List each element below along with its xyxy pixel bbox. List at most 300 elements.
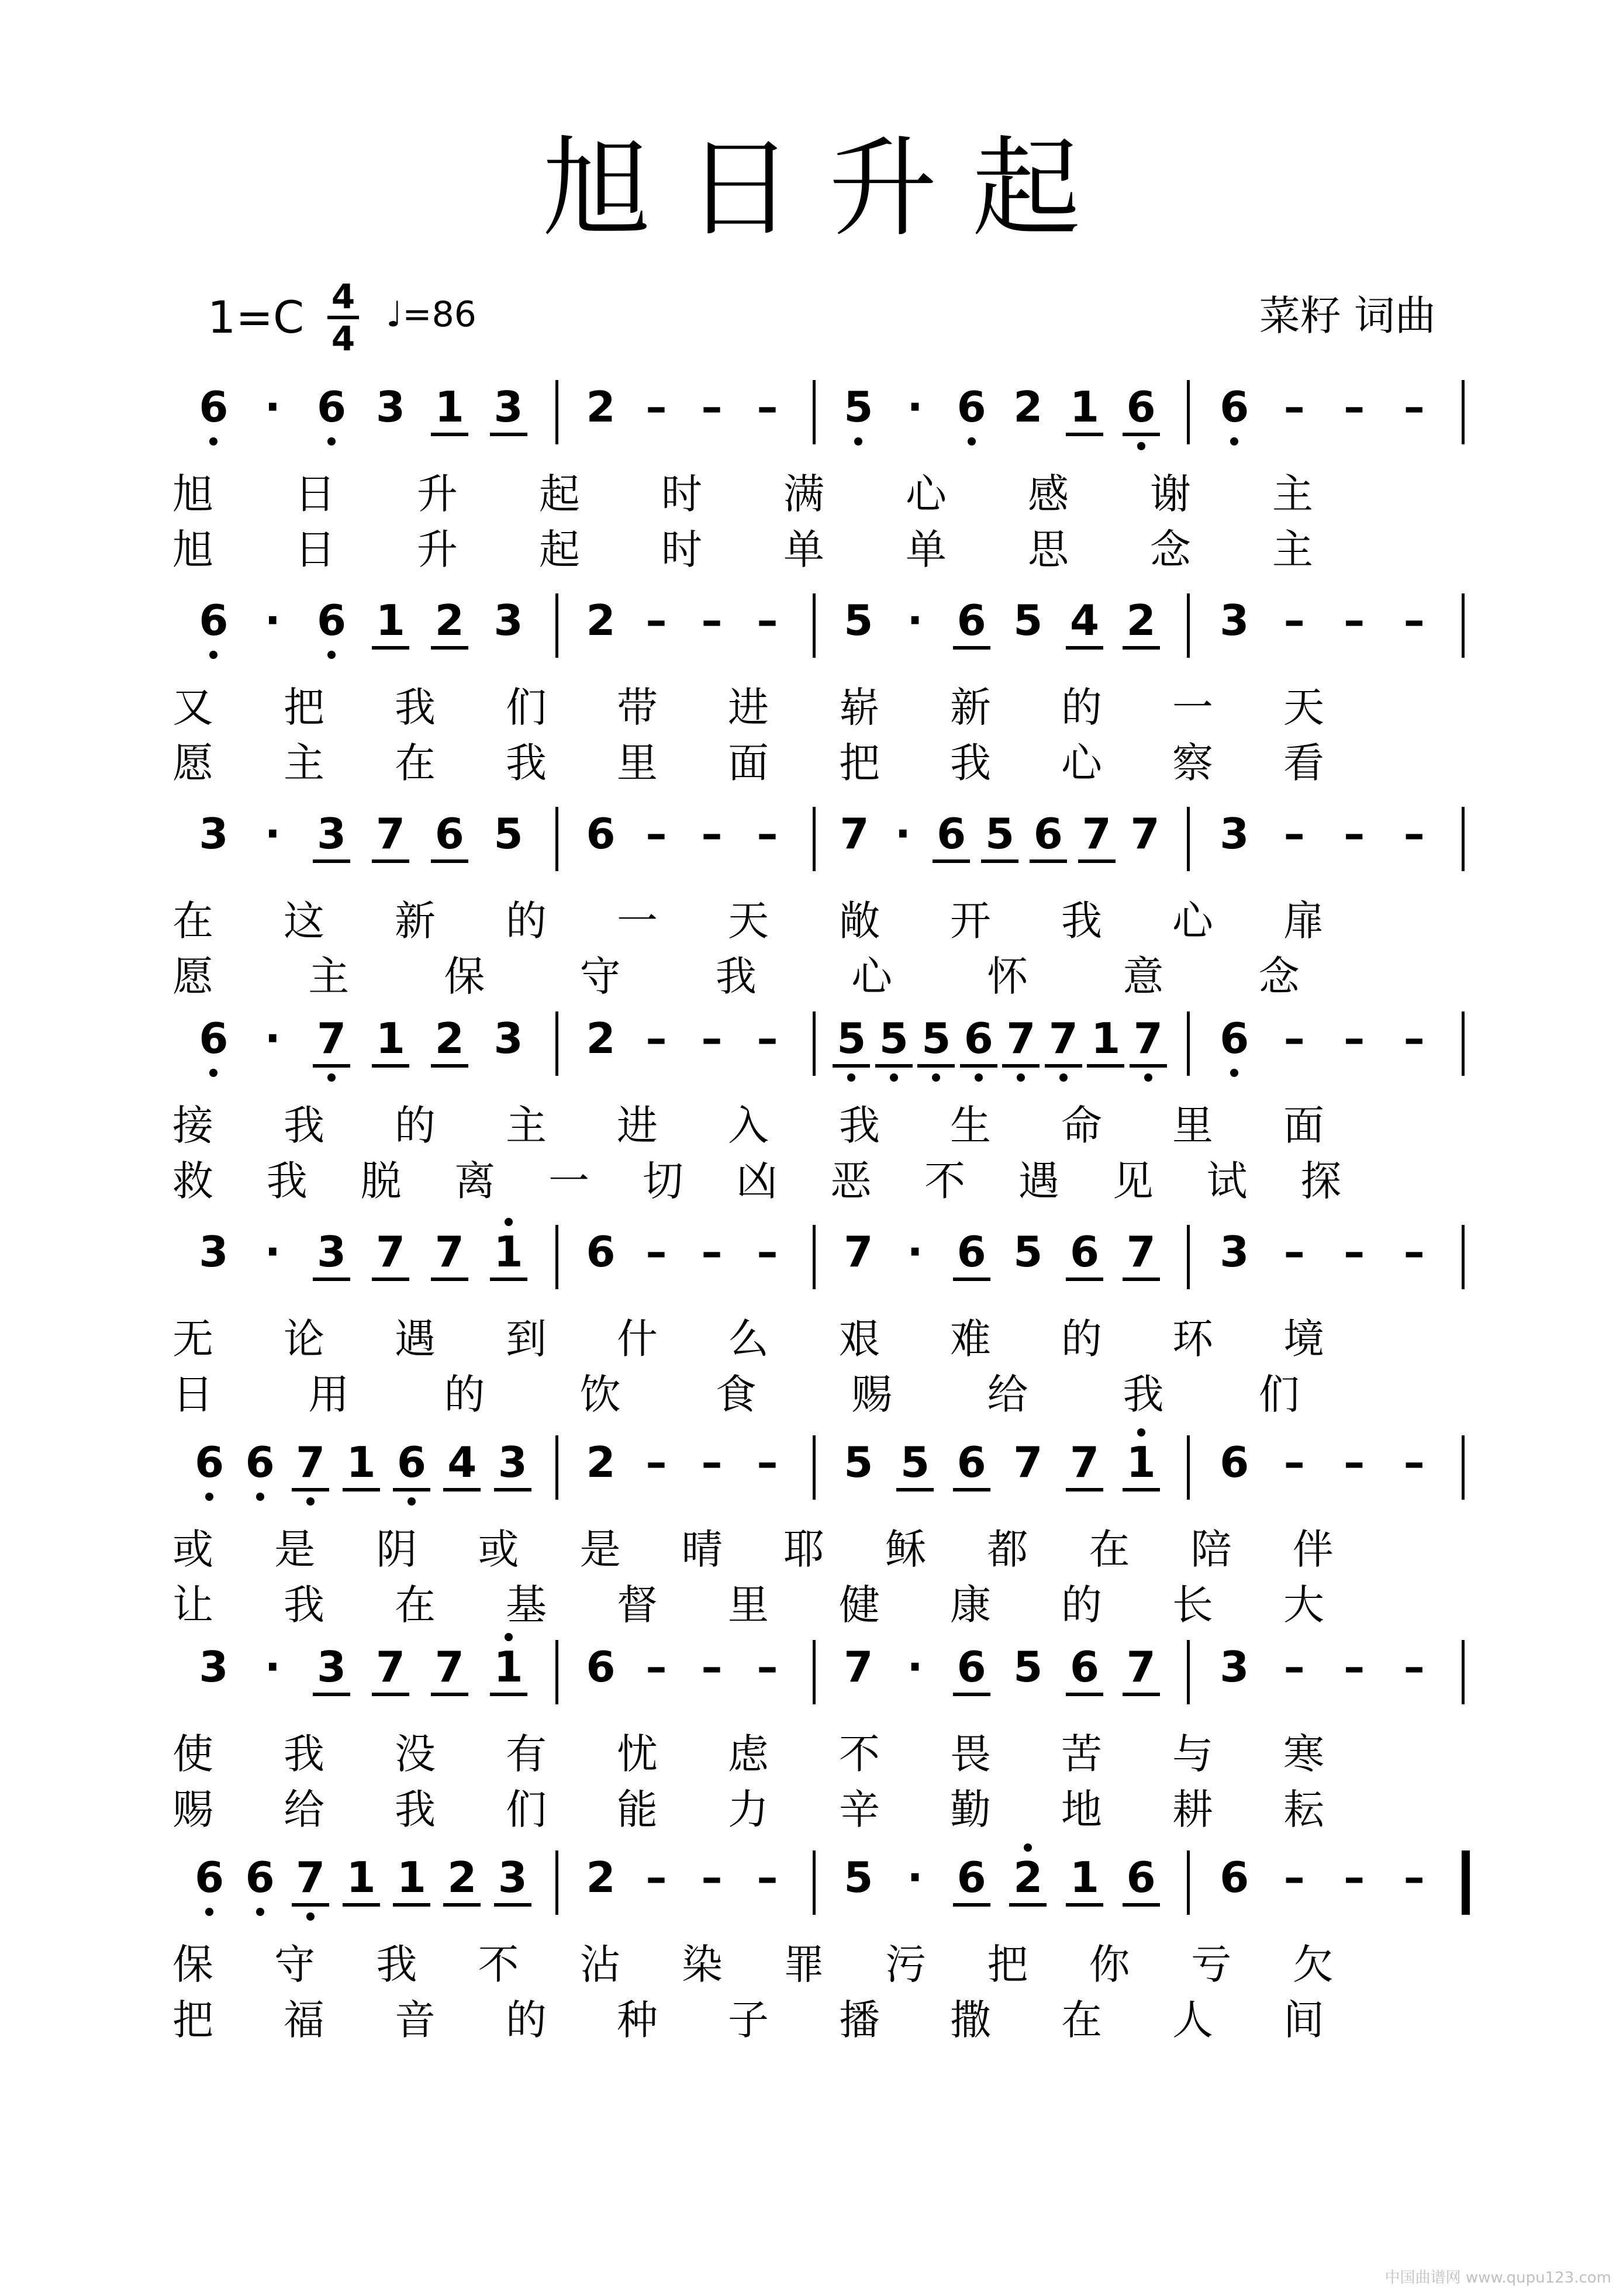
- high-octave-dot: [505, 1218, 513, 1226]
- underline-beam: [372, 859, 409, 863]
- lyric-char: 意: [1123, 952, 1164, 1000]
- barline: [1462, 593, 1465, 658]
- barline: [1187, 593, 1190, 658]
- lyric-char: 是: [274, 1525, 316, 1573]
- lyric-char: 切: [642, 1157, 683, 1205]
- lyric-char: 探: [1300, 1157, 1342, 1205]
- dash: –: [1403, 1642, 1425, 1691]
- final-barline: [1462, 1850, 1470, 1915]
- score-system: [0, 362, 1623, 574]
- lyric-char: 面: [1283, 1102, 1324, 1149]
- lyric-char: 心: [1172, 897, 1213, 945]
- note: 6: [1220, 1014, 1249, 1063]
- low-octave-dot: [932, 1073, 940, 1082]
- underline-beam: [1123, 433, 1160, 436]
- low-octave-dot: [327, 437, 336, 446]
- score-system: [0, 1207, 1623, 1418]
- note: 6: [1220, 382, 1249, 431]
- lyric-char: 播: [839, 1996, 880, 2044]
- underline-beam: [1030, 859, 1067, 863]
- lyric-char: 饮: [579, 1370, 621, 1418]
- lyric-char: 起: [539, 526, 580, 574]
- underline-beam: [1066, 433, 1103, 436]
- dot-duration: ·: [264, 596, 281, 645]
- low-octave-dot: [1144, 1073, 1152, 1082]
- lyric-char: 升: [417, 470, 458, 518]
- note: 7: [434, 1227, 464, 1276]
- underline-beam: [443, 1488, 481, 1491]
- note: 1: [434, 382, 464, 431]
- lyric-char: 能: [617, 1786, 658, 1834]
- lyric-char: 染: [681, 1941, 723, 1988]
- lyric-char: 我: [1061, 897, 1102, 945]
- note: 2: [586, 382, 616, 431]
- dash: –: [701, 1438, 723, 1487]
- dash: –: [1283, 382, 1305, 431]
- barline: [813, 1225, 816, 1289]
- lyric-char: 用: [308, 1370, 350, 1418]
- lyric-char: 我: [715, 952, 757, 1000]
- note: 1: [493, 1642, 523, 1691]
- barline: [1187, 380, 1190, 444]
- lyric-char: 一: [617, 897, 658, 945]
- lyric-char: 我: [395, 683, 436, 731]
- lyric-char: 进: [617, 1102, 658, 1149]
- lyric-char: 感: [1028, 470, 1069, 518]
- note: 6: [1126, 1853, 1156, 1902]
- low-octave-dot: [1230, 1069, 1238, 1077]
- barline: [1187, 807, 1190, 871]
- barline: [555, 1640, 558, 1704]
- dash: –: [645, 1438, 667, 1487]
- note: 3: [493, 596, 523, 645]
- note: 6: [964, 1014, 993, 1063]
- barline: [813, 1435, 816, 1500]
- lyric-char: 赐: [172, 1786, 213, 1834]
- lyric-char: 音: [395, 1996, 436, 2044]
- score-system: [0, 1418, 1623, 1629]
- lyric-char: 伴: [1292, 1525, 1334, 1573]
- note: 6: [434, 809, 464, 858]
- barline: [813, 1850, 816, 1915]
- lyric-char: 耶: [783, 1525, 824, 1573]
- lyric-char: 崭: [839, 683, 880, 731]
- lyric-char: 虑: [728, 1730, 769, 1778]
- lyric-char: 这: [284, 897, 324, 945]
- high-octave-dot: [1024, 1843, 1032, 1852]
- note: 7: [1133, 1014, 1163, 1063]
- barline: [555, 380, 558, 444]
- lyric-char: 时: [661, 470, 702, 518]
- dot-duration: ·: [907, 1227, 923, 1276]
- lyric-char: 都: [987, 1525, 1028, 1573]
- lyric-char: 畏: [950, 1730, 991, 1778]
- dot-duration: ·: [907, 596, 923, 645]
- note: 3: [375, 382, 405, 431]
- underline-beam: [953, 1488, 990, 1491]
- barline: [813, 380, 816, 444]
- dash: –: [1403, 596, 1425, 645]
- lyric-char: 把: [839, 739, 880, 787]
- note: 6: [956, 1227, 986, 1276]
- underline-beam: [1002, 1064, 1040, 1068]
- lyric-char: 开: [950, 897, 991, 945]
- dash: –: [1344, 1642, 1365, 1691]
- low-octave-dot: [205, 1908, 213, 1916]
- note: 6: [956, 1438, 986, 1487]
- note: 3: [498, 1853, 527, 1902]
- lyric-char: 心: [851, 952, 893, 1000]
- author-credit: 菜籽 词曲: [1259, 292, 1436, 340]
- note: 1: [1069, 1853, 1100, 1902]
- dash: –: [701, 596, 723, 645]
- note: 6: [317, 596, 347, 645]
- lyric-char: 愿: [172, 739, 213, 787]
- lyric-char: 把: [284, 683, 324, 731]
- note: 6: [245, 1853, 275, 1902]
- lyric-char: 让: [172, 1581, 213, 1629]
- underline-beam: [933, 859, 970, 863]
- lyric-char: 我: [950, 739, 991, 787]
- dash: –: [1283, 1642, 1305, 1691]
- note: 3: [199, 1642, 229, 1691]
- underline-beam: [490, 433, 527, 436]
- underline-beam: [343, 1488, 380, 1491]
- note: 5: [844, 1438, 873, 1487]
- lyric-char: 耘: [1283, 1786, 1324, 1834]
- barline: [1187, 1225, 1190, 1289]
- underline-beam: [1045, 1064, 1082, 1068]
- lyric-char: 主: [284, 739, 324, 787]
- lyric-char: 罪: [783, 1941, 824, 1988]
- dash: –: [757, 1642, 778, 1691]
- lyric-char: 试: [1206, 1157, 1248, 1205]
- lyric-char: 辛: [839, 1786, 880, 1834]
- note: 7: [1048, 1014, 1078, 1063]
- note: 7: [296, 1438, 326, 1487]
- underline-beam: [431, 1064, 468, 1068]
- dash: –: [701, 809, 723, 858]
- lyric-char: 种: [617, 1996, 658, 2044]
- dash: –: [645, 1227, 667, 1276]
- lyric-char: 你: [1089, 1941, 1130, 1988]
- lyric-char: 保: [172, 1941, 213, 1988]
- note: 7: [296, 1853, 326, 1902]
- note: 4: [1069, 596, 1100, 645]
- dash: –: [1344, 1438, 1365, 1487]
- lyric-char: 长: [1172, 1581, 1213, 1629]
- low-octave-dot: [408, 1497, 416, 1506]
- note: 5: [985, 809, 1015, 858]
- dot-duration: ·: [907, 1853, 923, 1902]
- lyric-char: 的: [506, 897, 547, 945]
- lyric-char: 守: [579, 952, 621, 1000]
- lyric-char: 健: [839, 1581, 880, 1629]
- lyric-char: 艰: [839, 1315, 880, 1363]
- lyric-char: 时: [661, 526, 702, 574]
- tempo-marking: ♩=86: [386, 294, 476, 335]
- lyric-char: 或: [478, 1525, 519, 1573]
- underline-beam: [917, 1064, 955, 1068]
- lyric-char: 谢: [1150, 470, 1191, 518]
- lyric-char: 给: [284, 1786, 324, 1834]
- barline: [1462, 1225, 1465, 1289]
- low-octave-dot: [1137, 442, 1145, 450]
- lyric-char: 的: [395, 1102, 436, 1149]
- underline-beam: [875, 1064, 913, 1068]
- note: 3: [1220, 1642, 1249, 1691]
- lyric-char: 天: [728, 897, 769, 945]
- score-system: [0, 1833, 1623, 2044]
- note: 3: [199, 1227, 229, 1276]
- lyric-char: 遇: [1018, 1157, 1059, 1205]
- barline: [813, 807, 816, 871]
- note: 7: [1126, 1227, 1156, 1276]
- lyric-char: 么: [728, 1315, 769, 1363]
- lyric-char: 保: [444, 952, 485, 1000]
- note: 6: [1220, 1853, 1249, 1902]
- lyric-char: 亏: [1190, 1941, 1232, 1988]
- underline-beam: [393, 1903, 430, 1907]
- dash: –: [1344, 1227, 1365, 1276]
- underline-beam: [1066, 1903, 1103, 1907]
- note: 7: [844, 1227, 873, 1276]
- low-octave-dot: [327, 651, 336, 659]
- lyric-char: 单: [783, 526, 824, 574]
- underline-beam: [431, 646, 468, 650]
- lyric-char: 在: [1089, 1525, 1130, 1573]
- underline-beam: [1123, 1903, 1160, 1907]
- dot-duration: ·: [264, 1014, 281, 1063]
- note: 5: [1013, 1227, 1043, 1276]
- lyric-char: 满: [783, 470, 824, 518]
- note: 1: [396, 1853, 426, 1902]
- dash: –: [1283, 596, 1305, 645]
- note: 6: [956, 596, 986, 645]
- meter-denominator: 4: [331, 319, 355, 358]
- lyric-char: 有: [506, 1730, 547, 1778]
- underline-beam: [1066, 1488, 1103, 1491]
- note: 6: [195, 1853, 225, 1902]
- barline: [555, 593, 558, 658]
- low-octave-dot: [1017, 1073, 1025, 1082]
- lyric-char: 在: [395, 1581, 436, 1629]
- underline-beam: [896, 1488, 934, 1491]
- low-octave-dot: [209, 437, 217, 446]
- lyric-char: 一: [1172, 683, 1213, 731]
- lyric-char: 又: [172, 683, 213, 731]
- note: 1: [375, 596, 405, 645]
- dot-duration: ·: [907, 1642, 923, 1691]
- underline-beam: [494, 1903, 531, 1907]
- lyric-char: 不: [839, 1730, 880, 1778]
- lyric-char: 给: [987, 1370, 1028, 1418]
- lyric-char: 面: [728, 739, 769, 787]
- underline-beam: [1123, 1693, 1160, 1696]
- dash: –: [701, 1642, 723, 1691]
- lyric-char: 我: [284, 1730, 324, 1778]
- note: 6: [199, 382, 229, 431]
- lyric-char: 日: [295, 470, 336, 518]
- underline-beam: [443, 1903, 481, 1907]
- lyric-char: 是: [579, 1525, 621, 1573]
- note: 7: [844, 1642, 873, 1691]
- low-octave-dot: [256, 1908, 264, 1916]
- low-octave-dot: [205, 1493, 213, 1501]
- barline: [555, 1011, 558, 1076]
- underline-beam: [431, 433, 468, 436]
- dash: –: [1283, 1014, 1305, 1063]
- score-system: [0, 1622, 1623, 1834]
- dash: –: [757, 1853, 778, 1902]
- low-octave-dot: [1059, 1073, 1068, 1082]
- lyric-char: 命: [1061, 1102, 1102, 1149]
- barline: [555, 1850, 558, 1915]
- note: 7: [375, 1227, 405, 1276]
- lyric-char: 主: [1272, 526, 1313, 574]
- note: 6: [199, 1014, 229, 1063]
- underline-beam: [490, 1693, 527, 1696]
- meter-numerator: 4: [327, 279, 359, 319]
- lyric-char: 力: [728, 1786, 769, 1834]
- low-octave-dot: [890, 1073, 898, 1082]
- note: 3: [493, 1014, 523, 1063]
- lyric-char: 察: [1172, 739, 1213, 787]
- high-octave-dot: [505, 1633, 513, 1641]
- underline-beam: [1123, 1278, 1160, 1281]
- barline: [813, 593, 816, 658]
- lyric-char: 欠: [1292, 1941, 1334, 1988]
- low-octave-dot: [209, 1069, 217, 1077]
- note: 6: [1069, 1642, 1100, 1691]
- lyric-char: 阴: [376, 1525, 417, 1573]
- underline-beam: [313, 1064, 350, 1068]
- underline-beam: [494, 1488, 531, 1491]
- lyric-char: 难: [950, 1315, 991, 1363]
- lyric-char: 我: [1123, 1370, 1164, 1418]
- dash: –: [1344, 1014, 1365, 1063]
- lyric-char: 接: [172, 1102, 213, 1149]
- note: 2: [434, 1014, 464, 1063]
- lyric-char: 子: [728, 1996, 769, 2044]
- note: 3: [1220, 1227, 1249, 1276]
- lyric-char: 稣: [885, 1525, 927, 1573]
- lyric-char: 我: [506, 739, 547, 787]
- underline-beam: [953, 1903, 990, 1907]
- note: 7: [375, 1642, 405, 1691]
- note: 2: [447, 1853, 477, 1902]
- lyric-char: 或: [172, 1525, 213, 1573]
- note: 7: [1006, 1014, 1036, 1063]
- dash: –: [1344, 382, 1365, 431]
- note: 3: [493, 382, 523, 431]
- underline-beam: [1066, 1693, 1103, 1696]
- high-octave-dot: [1137, 1428, 1145, 1437]
- dash: –: [645, 1853, 667, 1902]
- note: 6: [245, 1438, 275, 1487]
- barline: [1187, 1850, 1190, 1915]
- note: 5: [493, 809, 523, 858]
- note: 7: [375, 809, 405, 858]
- low-octave-dot: [306, 1497, 315, 1506]
- note: 1: [346, 1853, 376, 1902]
- lyric-char: 我: [266, 1157, 308, 1205]
- lyric-char: 晴: [681, 1525, 723, 1573]
- underline-beam: [953, 646, 990, 650]
- lyric-char: 在: [172, 897, 213, 945]
- underline-beam: [372, 1693, 409, 1696]
- note: 3: [317, 1227, 347, 1276]
- lyric-char: 我: [284, 1102, 324, 1149]
- lyric-char: 境: [1283, 1315, 1324, 1363]
- lyric-char: 里: [728, 1581, 769, 1629]
- lyric-char: 见: [1112, 1157, 1154, 1205]
- lyric-char: 到: [506, 1315, 547, 1363]
- lyric-char: 沾: [579, 1941, 621, 1988]
- note: 1: [1091, 1014, 1121, 1063]
- lyric-char: 人: [1172, 1996, 1213, 2044]
- lyric-char: 地: [1061, 1786, 1102, 1834]
- dash: –: [1283, 809, 1305, 858]
- dash: –: [1344, 596, 1365, 645]
- note: 6: [1033, 809, 1063, 858]
- dash: –: [757, 382, 778, 431]
- note: 5: [879, 1014, 909, 1063]
- lyric-char: 旭: [172, 526, 213, 574]
- lyric-char: 入: [728, 1102, 769, 1149]
- dash: –: [701, 1853, 723, 1902]
- barline: [813, 1011, 816, 1076]
- barline: [555, 1225, 558, 1289]
- lyric-char: 福: [284, 1996, 324, 2044]
- lyric-char: 心: [906, 470, 947, 518]
- lyric-char: 耕: [1172, 1786, 1213, 1834]
- dash: –: [1403, 1227, 1425, 1276]
- dash: –: [1403, 1014, 1425, 1063]
- underline-beam: [343, 1903, 380, 1907]
- lyric-char: 大: [1283, 1581, 1324, 1629]
- low-octave-dot: [854, 437, 862, 446]
- note: 6: [195, 1438, 225, 1487]
- note: 5: [837, 1014, 866, 1063]
- lyric-char: 我: [395, 1786, 436, 1834]
- lyric-char: 带: [617, 683, 658, 731]
- lyric-char: 的: [1061, 1581, 1102, 1629]
- lyric-char: 念: [1150, 526, 1191, 574]
- barline: [555, 807, 558, 871]
- lyric-char: 单: [906, 526, 947, 574]
- underline-beam: [372, 646, 409, 650]
- underline-beam: [431, 1278, 468, 1281]
- note: 6: [956, 382, 986, 431]
- lyric-char: 康: [950, 1581, 991, 1629]
- lyric-char: 一: [548, 1157, 590, 1205]
- lyric-char: 赐: [851, 1370, 893, 1418]
- dot-duration: ·: [907, 382, 923, 431]
- note: 3: [199, 809, 229, 858]
- lyric-char: 扉: [1283, 897, 1324, 945]
- low-octave-dot: [256, 1493, 264, 1501]
- lyric-char: 食: [715, 1370, 757, 1418]
- note: 5: [921, 1014, 951, 1063]
- barline: [1462, 1011, 1465, 1076]
- lyric-char: 寒: [1283, 1730, 1324, 1778]
- lyric-char: 进: [728, 683, 769, 731]
- dash: –: [701, 382, 723, 431]
- lyric-char: 守: [274, 1941, 316, 1988]
- low-octave-dot: [847, 1073, 855, 1082]
- lyric-char: 陪: [1190, 1525, 1232, 1573]
